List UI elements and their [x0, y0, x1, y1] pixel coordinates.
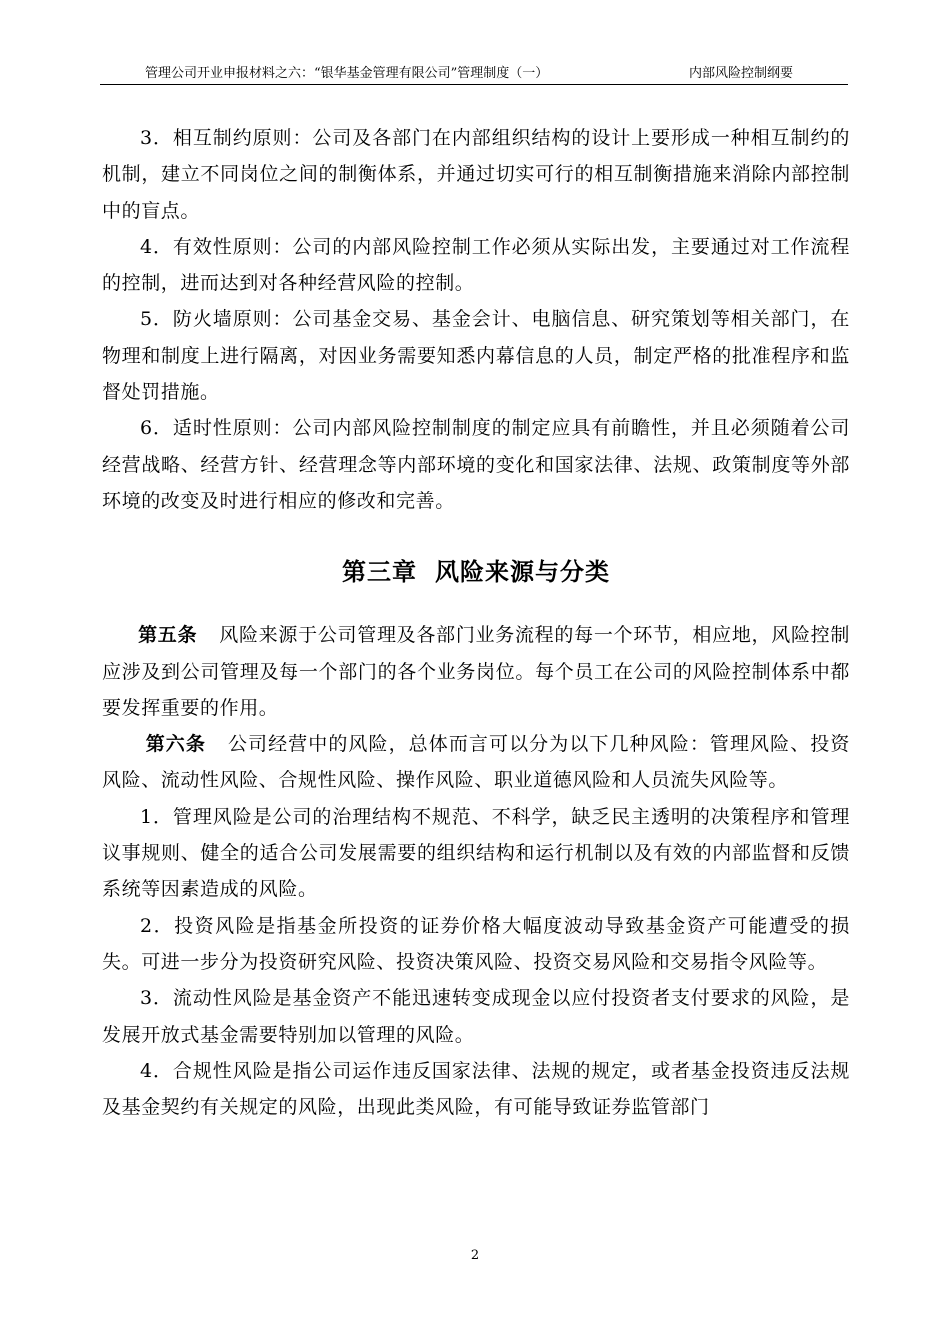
chapter-title: 风险来源与分类 — [435, 558, 610, 587]
principle-paragraph: 4．有效性原则：公司的内部风险控制工作必须从实际出发，主要通过对工作流程的控制，进而达到对各种经营风险的控制。 — [102, 235, 850, 295]
article-label: 第六条 — [145, 733, 206, 756]
article-label: 第五条 — [138, 624, 198, 647]
risk-paragraph: 4．合规性风险是指公司运作违反国家法律、法规的规定，或者基金投资违反法规及基金契约有关规定的风险，出现此类风险，有可能导致证券监管部门 — [102, 1059, 850, 1119]
article-paragraph — [102, 617, 850, 726]
risk-paragraph: 2．投资风险是指基金所投资的证券价格大幅度波动导致基金资产可能遭受的损失。可进一步分为投资研究风险、投资决策风险、投资交易风险和交易指令风险等。 — [102, 914, 850, 973]
page-header — [100, 64, 848, 84]
principle-paragraph: 5．防火墙原则：公司基金交易、基金会计、电脑信息、研究策划等相关部门，在物理和制度上进行隔离，对因业务需要知悉内幕信息的人员，制定严格的批准程序和监督处罚措施。 — [102, 308, 850, 404]
header-document-title: 管理公司开业申报材料之六：“银华基金管理有限公司”管理制度（一） — [145, 66, 549, 81]
article-text: 风险来源于公司管理及各部门业务流程的每一个环节，相应地，风险控制应涉及到公司管理及每一个部门的各个业务岗位。每个员工在公司的风险控制体系中都要发挥重要的作用。 — [102, 624, 850, 719]
chapter-number: 第三章 — [342, 558, 417, 587]
header-divider — [100, 84, 848, 85]
principle-paragraph: 3．相互制约原则：公司及各部门在内部组织结构的设计上要形成一种相互制约的机制，建立不同岗位之间的制衡体系，并通过切实可行的相互制衡措施来消除内部控制中的盲点。 — [102, 127, 850, 222]
document-body — [102, 120, 850, 1125]
principle-paragraph: 6．适时性原则：公司内部风险控制制度的制定应具有前瞻性，并且必须随着公司经营战略、经营方针、经营理念等内部环境的变化和国家法律、法规、政策制度等外部环境的改变及时进行相应的修改和完善。 — [102, 417, 850, 512]
risk-paragraph: 3．流动性风险是基金资产不能迅速转变成现金以应付投资者支付要求的风险，是发展开放式基金需要特别加以管理的风险。 — [102, 987, 850, 1046]
article-paragraph — [102, 726, 850, 799]
chapter-heading — [102, 552, 850, 592]
page-number: 2 — [470, 1248, 480, 1263]
risk-paragraph: 1．管理风险是公司的治理结构不规范、不科学，缺乏民主透明的决策程序和管理议事规则、健全的适合公司发展需要的组织结构和运行机制以及有效的内部监督和反馈系统等因素造成的风险。 — [102, 805, 850, 901]
article-text: 公司经营中的风险，总体而言可以分为以下几种风险：管理风险、投资风险、流动性风险、合规性风险、操作风险、职业道德风险和人员流失风险等。 — [102, 733, 850, 792]
header-section-title: 内部风险控制纲要 — [688, 66, 793, 81]
